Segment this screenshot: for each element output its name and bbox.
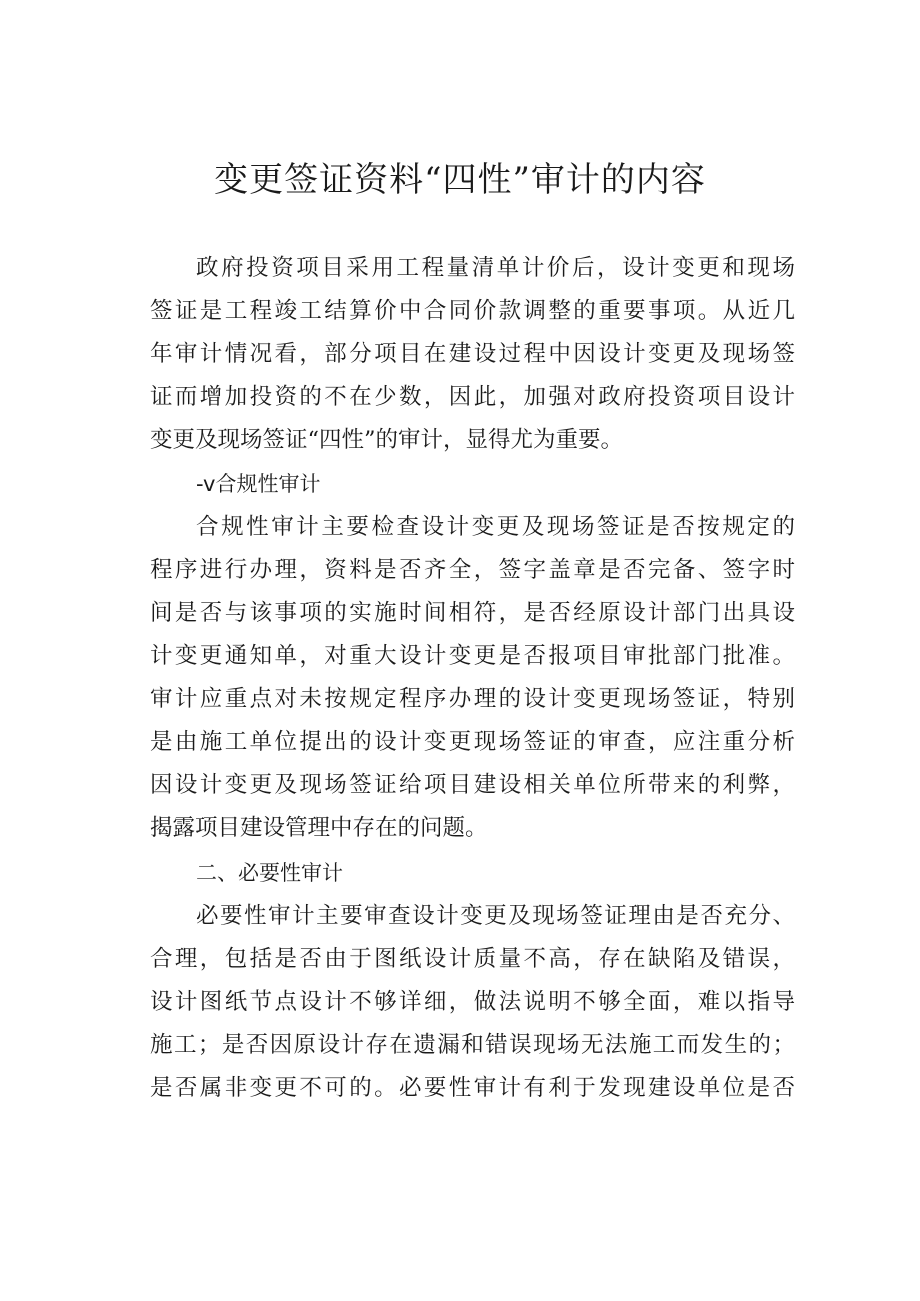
section2-line: 施工；是否因原设计存在遗漏和错误现场无法施工而发生的； [150,1032,795,1058]
document-title: 变更签证资料“四性”审计的内容 [214,160,706,200]
section1-heading: -v合规性审计 [196,472,321,496]
section1-line: 审计应重点对未按规定程序办理的设计变更现场签证，特别 [150,686,795,712]
section2-line: 设计图纸节点设计不够详细，做法说明不够全面，难以指导 [150,989,795,1015]
section2-line: 是否属非变更不可的。必要性审计有利于发现建设单位是否 [150,1075,795,1101]
section1-line: 揭露项目建设管理中存在的问题。 [150,815,488,841]
section1-line: 程序进行办理，资料是否齐全，签字盖章是否完备、签字时 [150,557,795,583]
intro-line: 年审计情况看，部分项目在建设过程中因设计变更及现场签 [150,341,795,367]
section2-line: 必要性审计主要审查设计变更及现场签证理由是否充分、 [196,903,795,929]
section1-line: 计变更通知单，对重大设计变更是否报项目审批部门批准。 [150,643,795,669]
intro-line: 证而增加投资的不在少数，因此，加强对政府投资项目设计 [150,384,795,410]
section1-line: 因设计变更及现场签证给项目建设相关单位所带来的利弊， [150,772,795,798]
section2-heading: 二、必要性审计 [196,861,343,885]
intro-line: 政府投资项目采用工程量清单计价后，设计变更和现场 [196,255,795,281]
section1-line: 合规性审计主要检查设计变更及现场签证是否按规定的 [196,514,795,540]
intro-line: 变更及现场签证“四性”的审计，显得尤为重要。 [150,427,624,453]
section1-line: 间是否与该事项的实施时间相符，是否经原设计部门出具设 [150,600,795,626]
intro-line: 签证是工程竣工结算价中合同价款调整的重要事项。从近几 [150,298,795,324]
section1-line: 是由施工单位提出的设计变更现场签证的审查，应注重分析 [150,729,795,755]
section2-line: 合理，包括是否由于图纸设计质量不高，存在缺陷及错误， [150,946,795,972]
